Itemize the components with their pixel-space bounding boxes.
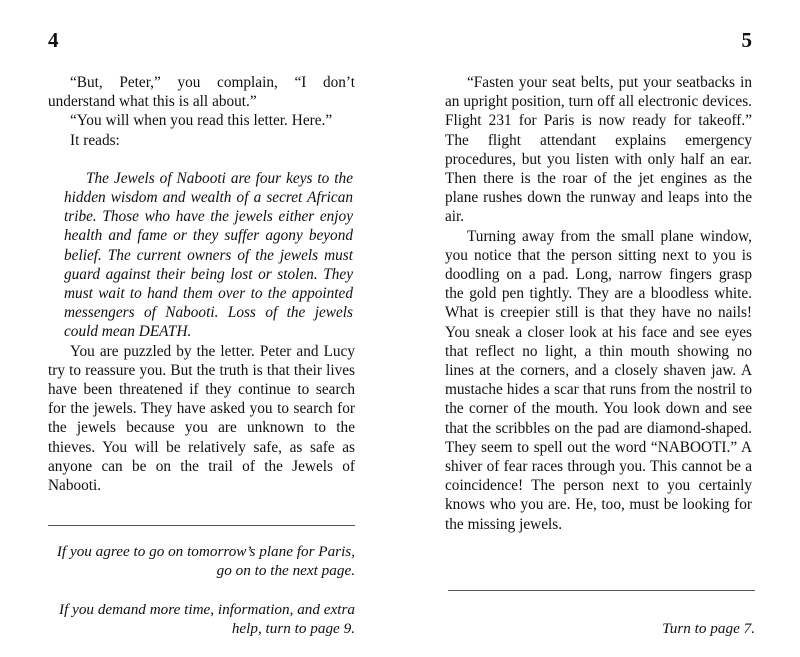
turn-to-page-instruction[interactable]: Turn to page 7. <box>662 620 755 638</box>
horizontal-rule <box>48 525 355 526</box>
paragraph: “But, Peter,” you complain, “I don’t understand what this is all about.” <box>48 74 355 111</box>
horizontal-rule <box>448 590 755 591</box>
letter-excerpt <box>48 169 355 342</box>
right-page-choices <box>448 590 755 639</box>
right-page-body <box>445 73 752 534</box>
paragraph: “Fasten your seat belts, put your seatbacks in an upright position, turn off all electronic devices. Flight 231 for Paris is now ready for takeoff.” The flight attendant explains emergency procedures, but you listen with only half an ear. Then there is the roar of the jet engines as the plane rushes down the runway and leaps into the air. <box>445 74 752 226</box>
choice-option[interactable]: If you agree to go on tomorrow’s plane for Paris, go on to the next page. <box>56 542 355 580</box>
paragraph: Turning away from the small plane window, you notice that the person sitting next to you is doodling on a pad. Long, narrow fingers grasp the gold pen tightly. They are a bloodless white. What is creepier still is that they have no nails! You sneak a closer look at his face and see eyes that reflect no light, a thin mouth showing no lines at the corners, and a closely shaven jaw. A mustache hides a scar that runs from the nostril to the corner of the mouth. You look down and see that the scribbles on the pad are diamond-shaped. They seem to spell out the word “NABOOTI.” A shiver of fear races through you. This cannot be a coincidence! The person next to you certainly knows who you are. He, too, must be looking for the missing jewels. <box>445 227 752 533</box>
left-page-body <box>48 73 355 495</box>
right-page-number: 5 <box>741 28 752 52</box>
left-page-choices <box>48 525 355 639</box>
paragraph: “You will when you read this letter. Here.” <box>70 112 333 130</box>
choice-option[interactable]: If you demand more time, information, and extra help, turn to page 9. <box>59 600 355 638</box>
paragraph: It reads: <box>70 131 120 149</box>
left-page-number: 4 <box>48 28 59 52</box>
right-page <box>400 0 800 657</box>
letter-text: The Jewels of Nabooti are four keys to the hidden wisdom and wealth of a secret African tribe. Those who have the jewels either enjoy health and fame or they suffer agony beyond belief. The current owners of the jewels must guard against their being lost or stolen. They must wait to hand them over to the appointed messengers of Nabooti. Loss of the jewels could mean DEATH. <box>64 169 353 341</box>
paragraph: You are puzzled by the letter. Peter and Lucy try to reassure you. But the truth is that their lives have been threatened if they continue to search for the jewels. They have asked you to search for the jewels because you are unknown to the thieves. You will be relatively safe, as safe as anyone can be on the trail of the Jewels of Nabooti. <box>48 342 355 495</box>
